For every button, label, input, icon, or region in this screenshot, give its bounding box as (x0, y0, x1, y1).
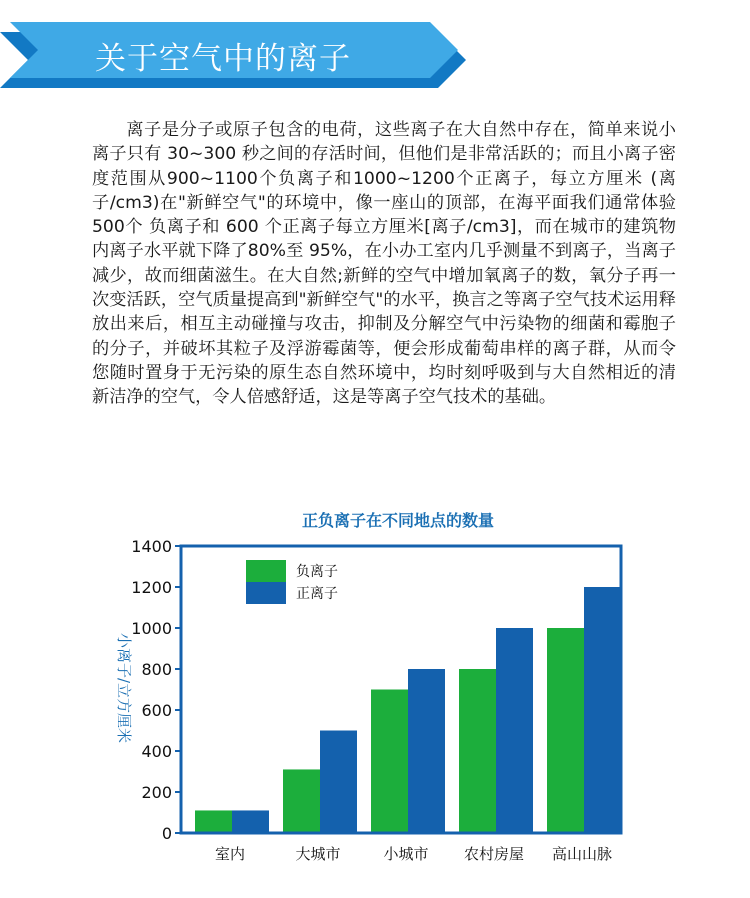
bar-negative-1 (283, 769, 320, 833)
article-body: 离子是分子或原子包含的电荷，这些离子在大自然中存在，简单来说小离子只有 30~300 秒之间的存活时间，但他们是非常活跃的；而且小离子密度范围从900~1100个负离子和1000~1200个正离子，每立方厘米 (离子/cm3)在"新鲜空气"的环境中，像一座山的顶部，在海平面我们通常体验 500个 负离子和 600 个正离子每立方厘米[离子/cm3]，而在城市的建筑物内离子水平就下降了80%至 95%，在小办工室内几乎测量不到离子，当离子减少，故而细菌滋生。在大自然;新鲜的空气中增加氧离子的数，氧分子再一次变活跃，空气质量提高到"新鲜空气"的水平，换言之等离子空气技术运用释放出来后，相互主动碰撞与攻击，抑制及分解空气中污染物的细菌和霉胞子的分子，并破坏其粒子及浮游霉菌等，便会形成葡萄串样的离子群，从而令您随时置身于无污染的原生态自然环境中，均时刻呼吸到与大自然相近的清新洁净的空气，令人倍感舒适，这是等离子空气技术的基础。 (92, 120, 676, 408)
x-tick-label: 农村房屋 (463, 845, 525, 863)
y-tick-label: 200 (141, 783, 172, 802)
bar-negative-0 (195, 810, 232, 833)
chart-svg (0, 490, 750, 890)
y-tick-label: 400 (141, 742, 172, 761)
x-tick-label: 室内 (214, 845, 246, 863)
chart-legend (246, 560, 338, 604)
title-banner (0, 22, 470, 98)
legend-label-1: 正离子 (296, 586, 338, 602)
y-tick-label: 600 (141, 701, 172, 720)
banner-title: 关于空气中的离子 (95, 41, 351, 77)
bar-positive-0 (232, 810, 269, 833)
bar-positive-1 (320, 731, 357, 834)
y-tick-label: 0 (161, 824, 172, 843)
bar-positive-2 (408, 669, 445, 833)
bar-layer (195, 587, 621, 833)
bar-negative-2 (371, 690, 408, 834)
bar-negative-4 (547, 628, 584, 833)
y-tick-label: 1200 (131, 578, 172, 597)
x-tick-label: 小城市 (383, 845, 429, 863)
x-tick-label: 大城市 (295, 845, 341, 863)
bar-positive-4 (584, 587, 621, 833)
legend-swatch-1 (246, 582, 286, 604)
bar-positive-3 (496, 628, 533, 833)
ion-chart (0, 490, 750, 890)
y-tick-label: 1000 (131, 619, 172, 638)
x-tick-label: 高山山脉 (551, 845, 613, 863)
legend-label-0: 负离子 (296, 564, 338, 580)
y-tick-label: 800 (141, 660, 172, 679)
bar-negative-3 (459, 669, 496, 833)
chart-title: 正负离子在不同地点的数量 (301, 511, 495, 530)
chart-y-axis-label: 小离子/立方厘米 (115, 632, 133, 744)
legend-swatch-0 (246, 560, 286, 582)
y-tick-label: 1400 (131, 537, 172, 556)
